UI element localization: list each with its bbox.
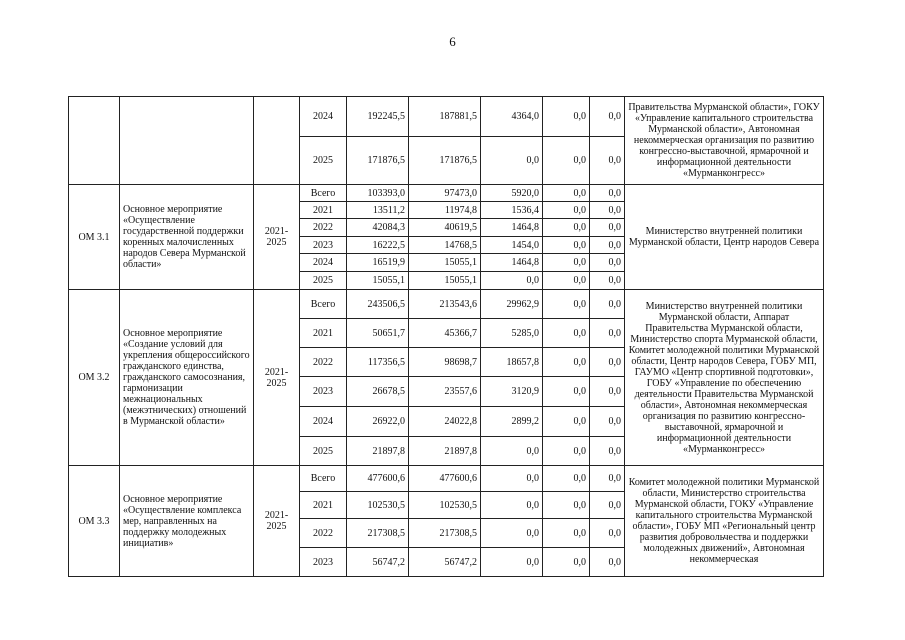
year-cell: 2025: [300, 272, 347, 290]
executors-cell: Правительства Мурманской области», ГОКУ «Управление капитального строительства Мурманской области», Автономная некоммерческая организация по развитию конгрессно-выставочной, ярмарочной и информационной деятельности «Мурманконгресс»: [625, 97, 824, 185]
total-cell: 192245,5: [347, 97, 409, 137]
regional-budget-cell: 102530,5: [409, 492, 481, 519]
regional-budget-cell: 98698,7: [409, 348, 481, 377]
local-budget-cell: 0,0: [543, 254, 590, 272]
federal-budget-cell: 1454,0: [481, 237, 543, 254]
financing-table: [68, 96, 824, 577]
other-sources-cell: 0,0: [590, 185, 625, 202]
local-budget-cell: 0,0: [543, 219, 590, 237]
measure-code: ОМ 3.1: [69, 185, 120, 290]
measure-period: 2021-2025: [254, 290, 300, 466]
local-budget-cell: 0,0: [543, 377, 590, 407]
year-cell: 2021: [300, 202, 347, 219]
local-budget-cell: 0,0: [543, 319, 590, 348]
federal-budget-cell: 0,0: [481, 466, 543, 492]
local-budget-cell: 0,0: [543, 348, 590, 377]
local-budget-cell: 0,0: [543, 492, 590, 519]
federal-budget-cell: 1464,8: [481, 254, 543, 272]
total-cell: 26922,0: [347, 407, 409, 437]
total-cell: 217308,5: [347, 519, 409, 548]
total-cell: 477600,6: [347, 466, 409, 492]
total-cell: 243506,5: [347, 290, 409, 319]
measure-code: ОМ 3.3: [69, 466, 120, 577]
year-cell: 2025: [300, 437, 347, 466]
total-cell: 56747,2: [347, 548, 409, 577]
regional-budget-cell: 15055,1: [409, 254, 481, 272]
regional-budget-cell: 21897,8: [409, 437, 481, 466]
regional-budget-cell: 15055,1: [409, 272, 481, 290]
other-sources-cell: 0,0: [590, 237, 625, 254]
local-budget-cell: 0,0: [543, 185, 590, 202]
table-row: [69, 290, 824, 319]
total-cell: 16519,9: [347, 254, 409, 272]
regional-budget-cell: 217308,5: [409, 519, 481, 548]
table-row: [69, 97, 824, 137]
regional-budget-cell: 40619,5: [409, 219, 481, 237]
total-cell: 50651,7: [347, 319, 409, 348]
year-cell: 2025: [300, 137, 347, 185]
federal-budget-cell: 5920,0: [481, 185, 543, 202]
other-sources-cell: 0,0: [590, 519, 625, 548]
table-row: [69, 185, 824, 202]
local-budget-cell: 0,0: [543, 97, 590, 137]
other-sources-cell: 0,0: [590, 137, 625, 185]
other-sources-cell: 0,0: [590, 97, 625, 137]
total-cell: 16222,5: [347, 237, 409, 254]
table-row: [69, 466, 824, 492]
other-sources-cell: 0,0: [590, 492, 625, 519]
regional-budget-cell: 213543,6: [409, 290, 481, 319]
year-cell: 2022: [300, 519, 347, 548]
regional-budget-cell: 187881,5: [409, 97, 481, 137]
local-budget-cell: 0,0: [543, 407, 590, 437]
total-cell: 103393,0: [347, 185, 409, 202]
name-cell-empty: [120, 97, 254, 185]
table-body: [69, 97, 824, 577]
other-sources-cell: 0,0: [590, 377, 625, 407]
year-cell: 2021: [300, 319, 347, 348]
regional-budget-cell: 11974,8: [409, 202, 481, 219]
other-sources-cell: 0,0: [590, 407, 625, 437]
year-cell: 2023: [300, 548, 347, 577]
local-budget-cell: 0,0: [543, 519, 590, 548]
measure-code: ОМ 3.2: [69, 290, 120, 466]
total-cell: 117356,5: [347, 348, 409, 377]
federal-budget-cell: 0,0: [481, 272, 543, 290]
year-cell: 2023: [300, 237, 347, 254]
federal-budget-cell: 2899,2: [481, 407, 543, 437]
measure-period: 2021-2025: [254, 466, 300, 577]
year-cell: Всего: [300, 466, 347, 492]
other-sources-cell: 0,0: [590, 290, 625, 319]
year-cell: 2023: [300, 377, 347, 407]
year-cell: 2024: [300, 407, 347, 437]
federal-budget-cell: 0,0: [481, 519, 543, 548]
executors-cell: Комитет молодежной политики Мурманской области, Министерство строительства Мурманской области, ГОКУ «Управление капитального строительства Мурманской области», ГОБУ МП «Региональный центр развития добровольчества и поддержки молодежных движений», Автономная некоммерческая: [625, 466, 824, 577]
federal-budget-cell: 3120,9: [481, 377, 543, 407]
year-cell: 2022: [300, 219, 347, 237]
federal-budget-cell: 0,0: [481, 492, 543, 519]
total-cell: 21897,8: [347, 437, 409, 466]
regional-budget-cell: 45366,7: [409, 319, 481, 348]
federal-budget-cell: 0,0: [481, 548, 543, 577]
regional-budget-cell: 14768,5: [409, 237, 481, 254]
code-cell-empty: [69, 97, 120, 185]
regional-budget-cell: 24022,8: [409, 407, 481, 437]
year-cell: Всего: [300, 185, 347, 202]
total-cell: 42084,3: [347, 219, 409, 237]
measure-name: Основное мероприятие «Осуществление государственной поддержки коренных малочисленных народов Севера Мурманской области»: [120, 185, 254, 290]
local-budget-cell: 0,0: [543, 272, 590, 290]
regional-budget-cell: 171876,5: [409, 137, 481, 185]
other-sources-cell: 0,0: [590, 254, 625, 272]
local-budget-cell: 0,0: [543, 202, 590, 219]
other-sources-cell: 0,0: [590, 319, 625, 348]
executors-cell: Министерство внутренней политики Мурманской области, Аппарат Правительства Мурманской области, Министерство спорта Мурманской области, Комитет молодежной политики Мурманской области, Центр народов Севера, ГОБУ МП, ГАУМО «Центр спортивной подготовки», ГОБУ «Управление по обеспечению деятельности Правительства Мурманской области», Автономная некоммерческая организация по развитию конгрессно-выставочной, ярмарочной и информационной деятельности «Мурманконгресс»: [625, 290, 824, 466]
total-cell: 26678,5: [347, 377, 409, 407]
measure-name: Основное мероприятие «Осуществление комплекса мер, направленных на поддержку молодежных инициатив»: [120, 466, 254, 577]
federal-budget-cell: 29962,9: [481, 290, 543, 319]
year-cell: 2024: [300, 97, 347, 137]
local-budget-cell: 0,0: [543, 548, 590, 577]
local-budget-cell: 0,0: [543, 137, 590, 185]
other-sources-cell: 0,0: [590, 272, 625, 290]
year-cell: 2021: [300, 492, 347, 519]
federal-budget-cell: 18657,8: [481, 348, 543, 377]
federal-budget-cell: 5285,0: [481, 319, 543, 348]
total-cell: 171876,5: [347, 137, 409, 185]
total-cell: 102530,5: [347, 492, 409, 519]
other-sources-cell: 0,0: [590, 348, 625, 377]
regional-budget-cell: 477600,6: [409, 466, 481, 492]
year-cell: Всего: [300, 290, 347, 319]
measure-name: Основное мероприятие «Создание условий для укрепления общероссийского гражданского единства, гражданского самосознания, гармонизации межнациональных (межэтнических) отношений в Мурманской области»: [120, 290, 254, 466]
total-cell: 13511,2: [347, 202, 409, 219]
local-budget-cell: 0,0: [543, 237, 590, 254]
other-sources-cell: 0,0: [590, 548, 625, 577]
period-cell-empty: [254, 97, 300, 185]
local-budget-cell: 0,0: [543, 290, 590, 319]
other-sources-cell: 0,0: [590, 202, 625, 219]
other-sources-cell: 0,0: [590, 466, 625, 492]
executors-cell: Министерство внутренней политики Мурманской области, Центр народов Севера: [625, 185, 824, 290]
measure-period: 2021-2025: [254, 185, 300, 290]
total-cell: 15055,1: [347, 272, 409, 290]
local-budget-cell: 0,0: [543, 437, 590, 466]
federal-budget-cell: 1536,4: [481, 202, 543, 219]
local-budget-cell: 0,0: [543, 466, 590, 492]
other-sources-cell: 0,0: [590, 219, 625, 237]
regional-budget-cell: 97473,0: [409, 185, 481, 202]
regional-budget-cell: 23557,6: [409, 377, 481, 407]
federal-budget-cell: 0,0: [481, 437, 543, 466]
federal-budget-cell: 4364,0: [481, 97, 543, 137]
federal-budget-cell: 0,0: [481, 137, 543, 185]
year-cell: 2022: [300, 348, 347, 377]
other-sources-cell: 0,0: [590, 437, 625, 466]
year-cell: 2024: [300, 254, 347, 272]
regional-budget-cell: 56747,2: [409, 548, 481, 577]
federal-budget-cell: 1464,8: [481, 219, 543, 237]
page-number: 6: [449, 34, 456, 49]
